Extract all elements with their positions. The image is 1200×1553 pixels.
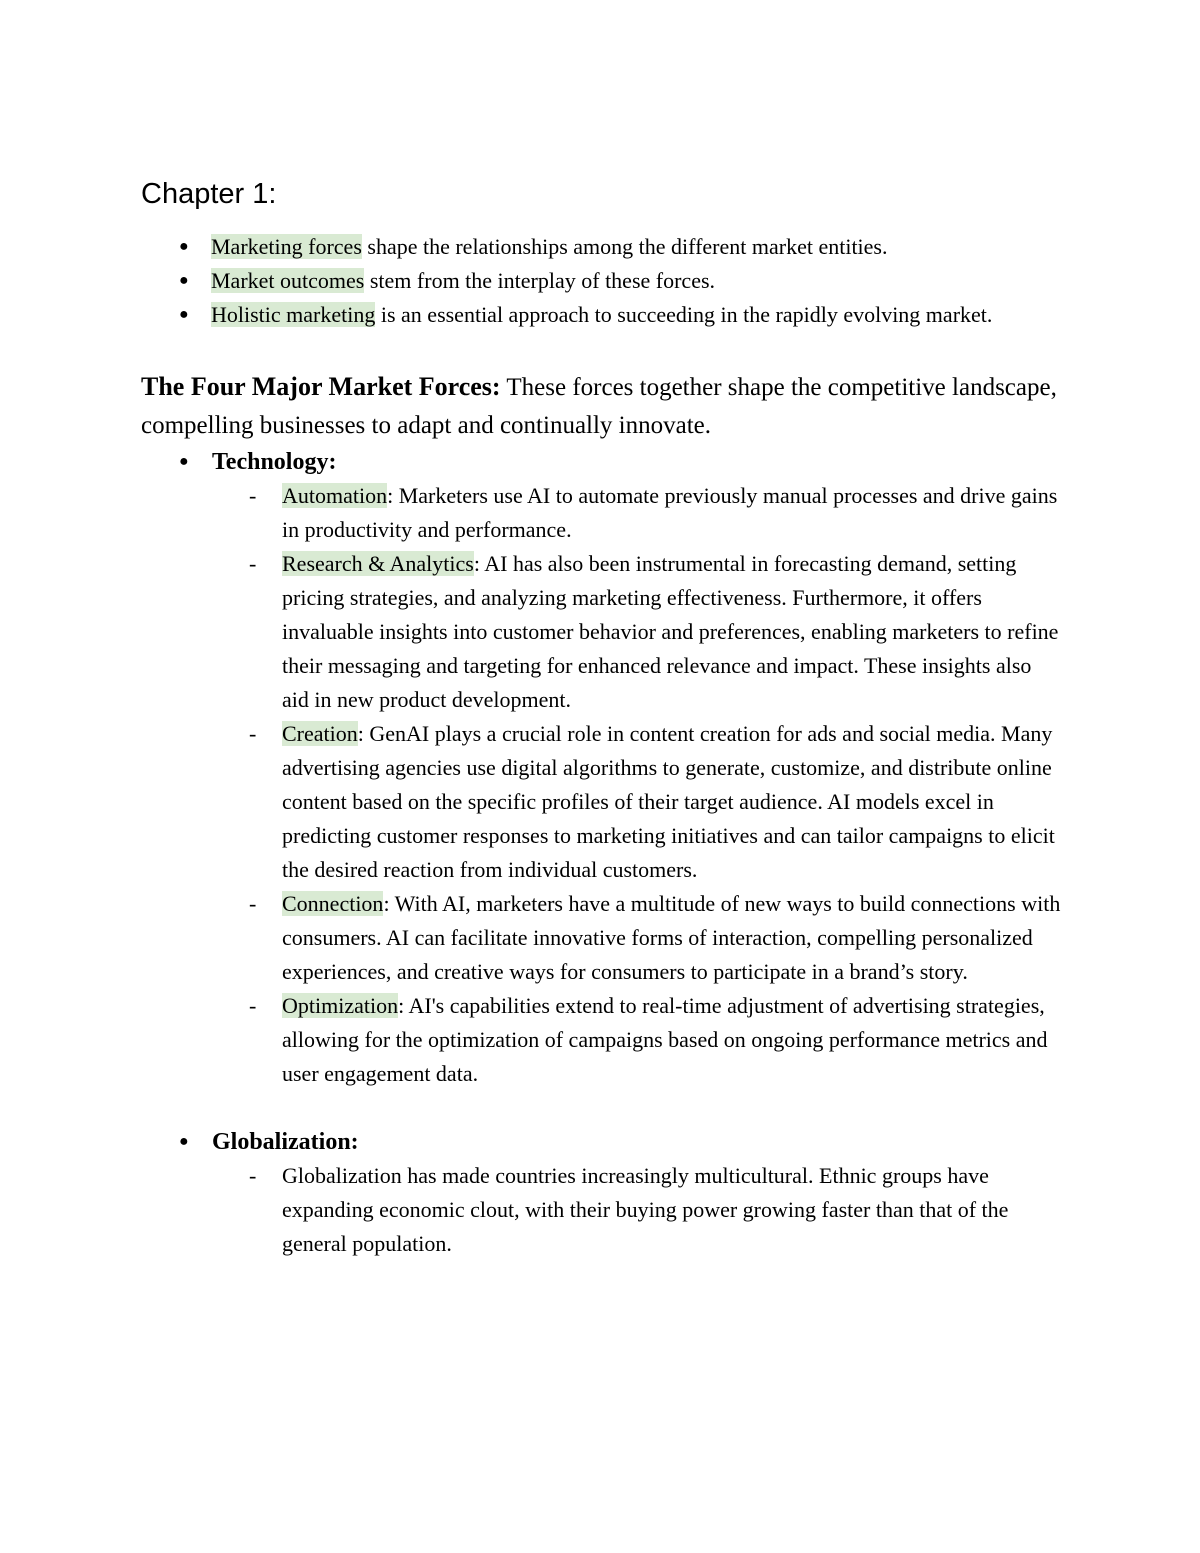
technology-item bbox=[141, 479, 1061, 547]
highlighted-term: Optimization bbox=[282, 993, 399, 1018]
intro-bullet-item bbox=[141, 230, 1061, 264]
bullet-text: shape the relationships among the different market entities. bbox=[361, 234, 888, 259]
force-title: Globalization: bbox=[212, 1129, 359, 1155]
dash-icon: - bbox=[249, 891, 257, 916]
bullet-icon: ● bbox=[179, 306, 189, 323]
bullet-icon: ● bbox=[179, 1133, 189, 1150]
item-text: : With AI, marketers have a multitude of new ways to build connections with consumers. AI can facilitate innovative forms of interaction, compelling personalized experiences, and creative ways for consumers to participate in a brand’s story. bbox=[282, 891, 1061, 984]
section-description: These forces together shape the competitive landscape, compelling businesses to adapt and continually innovate. bbox=[141, 374, 1057, 439]
globalization-item-list bbox=[141, 1159, 1061, 1261]
highlighted-term: Holistic marketing bbox=[211, 302, 376, 327]
document-page bbox=[141, 174, 1061, 1261]
highlighted-term: Research & Analytics bbox=[282, 551, 474, 576]
technology-item bbox=[141, 547, 1061, 717]
item-text: : AI has also been instrumental in forecasting demand, setting pricing strategies, and analyzing marketing effectiveness. Furthermore, it offers invaluable insights into customer behavior and preferences, enabling marketers to refine their messaging and targeting for enhanced relevance and impact. These insights also aid in new product development. bbox=[282, 551, 1059, 712]
globalization-item bbox=[141, 1159, 1061, 1261]
section-title: The Four Major Market Forces: bbox=[141, 372, 501, 401]
technology-item bbox=[141, 887, 1061, 989]
highlighted-term: Marketing forces bbox=[211, 234, 362, 259]
dash-icon: - bbox=[249, 551, 257, 576]
force-globalization bbox=[141, 1125, 1061, 1159]
technology-item bbox=[141, 717, 1061, 887]
bullet-text: stem from the interplay of these forces. bbox=[364, 268, 716, 293]
bullet-icon: ● bbox=[179, 238, 189, 255]
bullet-icon: ● bbox=[179, 453, 189, 470]
dash-icon: - bbox=[249, 993, 257, 1018]
bullet-icon: ● bbox=[179, 272, 189, 289]
dash-icon: - bbox=[249, 1163, 257, 1188]
spacer bbox=[141, 1091, 1061, 1125]
item-text: : GenAI plays a crucial role in content creation for ads and social media. Many advertising agencies use digital algorithms to generate, customize, and distribute online content based on the specific profiles of their target audience. AI models excel in predicting customer responses to marketing initiatives and can tailor campaigns to elicit the desired reaction from individual customers. bbox=[282, 721, 1055, 882]
item-text: : Marketers use AI to automate previously manual processes and drive gains in productivity and performance. bbox=[282, 483, 1058, 542]
section-heading bbox=[141, 368, 1061, 445]
intro-bullet-list bbox=[141, 230, 1061, 332]
intro-bullet-item bbox=[141, 264, 1061, 298]
highlighted-term: Creation bbox=[282, 721, 358, 746]
highlighted-term: Automation bbox=[282, 483, 388, 508]
dash-icon: - bbox=[249, 483, 257, 508]
chapter-title: Chapter 1: bbox=[141, 178, 277, 210]
force-title: Technology: bbox=[212, 449, 337, 475]
highlighted-term: Connection bbox=[282, 891, 384, 916]
intro-bullet-item bbox=[141, 298, 1061, 332]
item-text: : AI's capabilities extend to real-time adjustment of advertising strategies, allowing for the optimization of campaigns based on ongoing performance metrics and user engagement data. bbox=[282, 993, 1048, 1086]
force-technology bbox=[141, 445, 1061, 479]
bullet-text: is an essential approach to succeeding in the rapidly evolving market. bbox=[375, 302, 993, 327]
technology-item bbox=[141, 989, 1061, 1091]
dash-icon: - bbox=[249, 721, 257, 746]
item-text: Globalization has made countries increasingly multicultural. Ethnic groups have expanding economic clout, with their buying power growing faster than that of the general population. bbox=[282, 1163, 1009, 1256]
highlighted-term: Market outcomes bbox=[211, 268, 365, 293]
technology-item-list bbox=[141, 479, 1061, 1091]
